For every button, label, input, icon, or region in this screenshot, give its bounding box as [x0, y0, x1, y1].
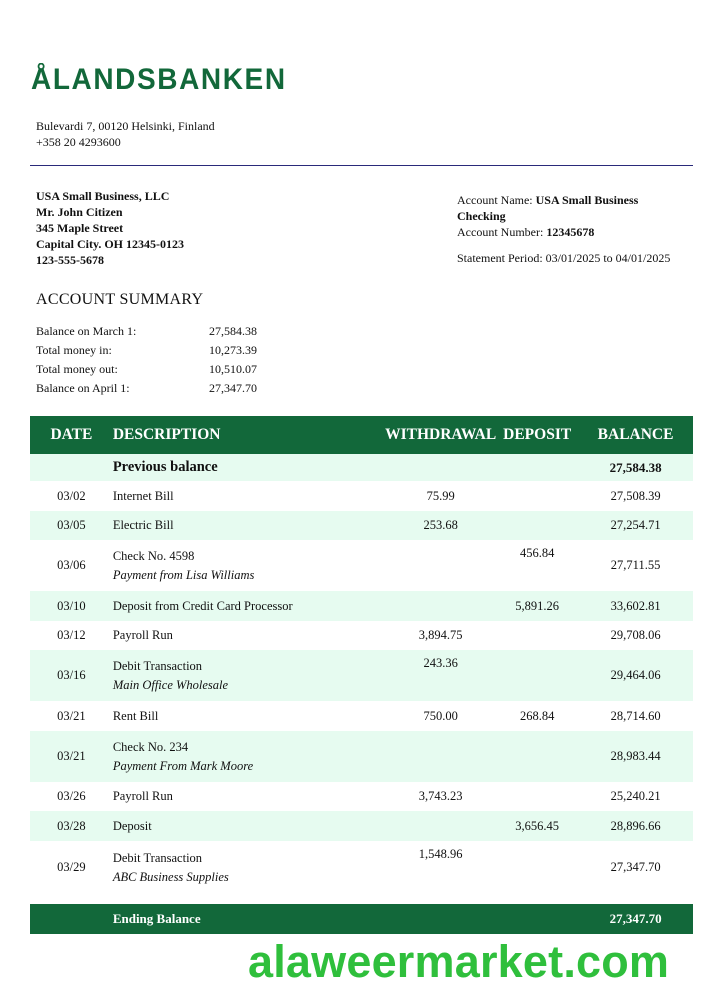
- account-summary-title: ACCOUNT SUMMARY: [36, 291, 204, 308]
- transaction-row: [30, 701, 693, 731]
- transaction-deposit: 3,656.45: [496, 811, 578, 841]
- header-description: DESCRIPTION: [113, 416, 385, 454]
- transaction-desc-main: Electric Bill: [112, 518, 174, 532]
- transaction-desc-sub: Payment from Lisa Williams: [112, 567, 255, 582]
- transaction-date: 03/29: [57, 860, 86, 874]
- transaction-description: [113, 731, 385, 782]
- transaction-desc-main: Payroll Run: [112, 789, 173, 803]
- summary-value: 10,510.07: [209, 362, 257, 376]
- statement-period-label: Statement Period:: [457, 251, 543, 265]
- transaction-row: [30, 811, 693, 841]
- transaction-withdrawal: [385, 811, 496, 841]
- customer-block: [36, 188, 184, 268]
- transaction-withdrawal: [385, 731, 496, 782]
- summary-value: 27,347.70: [209, 381, 257, 395]
- transaction-balance: 27,711.55: [610, 558, 661, 572]
- transaction-deposit: [496, 650, 578, 701]
- transaction-balance: 27,347.70: [610, 860, 661, 874]
- transaction-desc-main: Deposit: [112, 818, 152, 833]
- transaction-balance: 27,254.71: [578, 511, 693, 540]
- transaction-balance: 28,714.60: [610, 708, 661, 723]
- transaction-row: [30, 511, 693, 540]
- transaction-deposit: [496, 481, 578, 511]
- account-name-label: Account Name:: [457, 193, 533, 207]
- header-balance: BALANCE: [578, 416, 693, 454]
- transaction-withdrawal: [385, 540, 496, 591]
- transaction-desc-sub: Main Office Wholesale: [112, 677, 229, 692]
- transaction-desc-sub: ABC Business Supplies: [112, 869, 229, 884]
- transaction-balance: 29,708.06: [610, 628, 661, 642]
- transaction-deposit: 456.84: [519, 546, 555, 560]
- statement-period-line: [457, 250, 687, 266]
- account-name-line: [457, 192, 687, 224]
- transaction-date: 03/28: [30, 811, 113, 841]
- transaction-desc-sub: Payment From Mark Moore: [112, 758, 254, 773]
- transaction-balance: 28,983.44: [578, 731, 693, 782]
- transaction-description: [113, 511, 385, 540]
- transaction-row: [30, 621, 693, 650]
- transaction-desc-main: Debit Transaction: [112, 658, 203, 673]
- summary-label: Balance on April 1:: [36, 381, 130, 395]
- header-deposit: DEPOSIT: [496, 416, 578, 454]
- transaction-balance: 28,896.66: [578, 811, 693, 841]
- bank-phone: +358 20 4293600: [36, 135, 121, 149]
- transaction-row: [30, 591, 693, 621]
- account-number-value: 12345678: [546, 225, 595, 239]
- transaction-withdrawal: 253.68: [385, 511, 496, 540]
- transaction-description: [113, 811, 385, 841]
- transaction-date: 03/12: [57, 628, 86, 642]
- transaction-date: 03/16: [30, 650, 113, 701]
- ending-balance-label: Ending Balance: [113, 904, 385, 934]
- summary-value: 10,273.39: [209, 343, 257, 357]
- transactions-header-row: [30, 416, 693, 454]
- header-divider: [30, 165, 693, 166]
- account-name-value: USA Small Business Checking: [457, 193, 639, 223]
- transaction-desc-main: Payroll Run: [112, 628, 173, 642]
- transaction-withdrawal: 3,743.23: [418, 789, 463, 803]
- account-number-label: Account Number:: [457, 225, 544, 239]
- transaction-desc-main: Rent Bill: [112, 708, 159, 723]
- bank-logo: ÅLANDSBANKEN: [31, 63, 287, 96]
- transaction-balance: 27,508.39: [610, 488, 661, 503]
- transaction-deposit: [496, 621, 578, 650]
- transaction-deposit: 5,891.26: [496, 591, 578, 621]
- ending-balance-value: 27,347.70: [578, 904, 693, 934]
- transaction-date: 03/21: [57, 708, 86, 723]
- table-spacer: [30, 894, 693, 904]
- statement-period-value: 03/01/2025 to 04/01/2025: [545, 251, 671, 265]
- transaction-date: 03/10: [30, 591, 113, 621]
- transaction-desc-main: Debit Transaction: [112, 850, 203, 865]
- transaction-date: 03/02: [57, 488, 86, 503]
- transaction-withdrawal: 75.99: [426, 488, 455, 503]
- transaction-description: [113, 701, 385, 731]
- customer-company: USA Small Business, LLC: [36, 189, 170, 203]
- summary-label: Balance on March 1:: [36, 324, 137, 338]
- summary-row: [36, 322, 257, 341]
- summary-row: [36, 341, 257, 360]
- transaction-desc-main: Deposit from Credit Card Processor: [112, 598, 293, 613]
- customer-phone: 123-555-5678: [36, 253, 104, 267]
- transaction-balance: 29,464.06: [578, 650, 693, 701]
- header-date: DATE: [30, 416, 113, 454]
- transaction-description: [113, 621, 385, 650]
- customer-street: 345 Maple Street: [36, 221, 124, 235]
- transaction-description: [113, 591, 385, 621]
- transaction-withdrawal: 243.36: [385, 650, 496, 701]
- transaction-row: [30, 841, 693, 894]
- summary-value: 27,584.38: [209, 324, 257, 338]
- transaction-withdrawal: 750.00: [423, 708, 458, 723]
- summary-label: Total money out:: [36, 362, 118, 376]
- transaction-row: [30, 650, 693, 701]
- transaction-desc-main: Check No. 4598: [112, 548, 195, 563]
- transaction-desc-main: Internet Bill: [112, 488, 174, 503]
- account-summary-table: [36, 322, 257, 398]
- transaction-withdrawal: [385, 591, 496, 621]
- bank-address: [36, 118, 215, 150]
- summary-label: Total money in:: [36, 343, 112, 357]
- transaction-row: [30, 782, 693, 811]
- transaction-date: 03/26: [57, 789, 86, 803]
- transaction-date: 03/21: [30, 731, 113, 782]
- summary-row: [36, 360, 257, 379]
- transaction-description: [113, 782, 385, 811]
- watermark-text: alaweermarket.com: [248, 936, 670, 987]
- transaction-deposit: [496, 841, 578, 894]
- account-number-line: [457, 224, 687, 240]
- transaction-description: [113, 841, 385, 894]
- transaction-deposit: [496, 731, 578, 782]
- transaction-desc-main: Check No. 234: [112, 739, 189, 754]
- header-withdrawal: WITHDRAWAL: [385, 416, 496, 454]
- bank-address-line: Bulevardi 7, 00120 Helsinki, Finland: [36, 119, 215, 133]
- previous-balance-value: 27,584.38: [578, 454, 693, 481]
- transaction-date: 03/05: [30, 511, 113, 540]
- transaction-date: 03/06: [57, 558, 86, 572]
- previous-balance-row: [30, 454, 693, 481]
- transaction-balance: 33,602.81: [578, 591, 693, 621]
- ending-balance-row: [30, 904, 693, 934]
- transaction-withdrawal: 3,894.75: [418, 628, 463, 642]
- transaction-description: [113, 481, 385, 511]
- customer-contact: Mr. John Citizen: [36, 205, 123, 219]
- transactions-table: [30, 416, 693, 934]
- account-info: [457, 192, 687, 266]
- transaction-deposit: [496, 782, 578, 811]
- transaction-description: [113, 650, 385, 701]
- transaction-description: [113, 540, 385, 591]
- previous-balance-label: Previous balance: [113, 454, 385, 481]
- transaction-deposit: [496, 511, 578, 540]
- transaction-withdrawal: 1,548.96: [418, 847, 463, 861]
- customer-city: Capital City. OH 12345-0123: [36, 237, 185, 251]
- transaction-balance: 25,240.21: [610, 789, 661, 803]
- summary-row: [36, 379, 257, 398]
- transaction-deposit: 268.84: [519, 708, 555, 723]
- transaction-row: [30, 731, 693, 782]
- transaction-row: [30, 481, 693, 511]
- transaction-row: [30, 540, 693, 591]
